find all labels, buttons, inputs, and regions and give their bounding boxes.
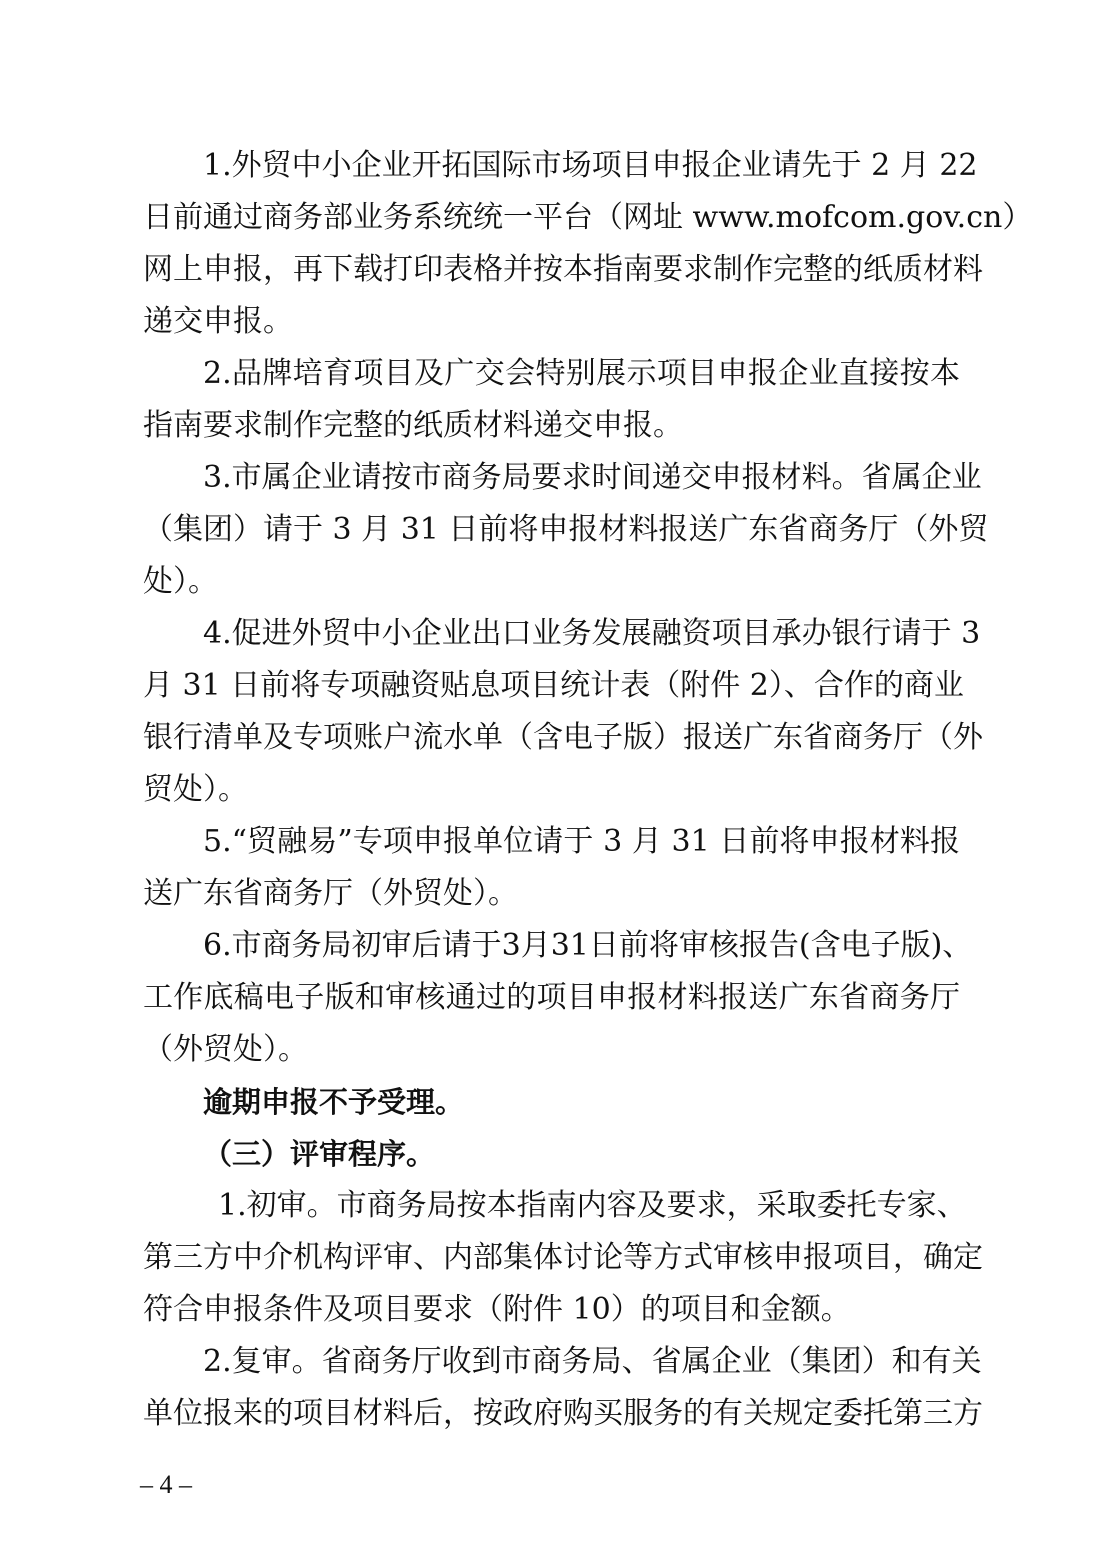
paragraph-2-line-1: 2.品牌培育项目及广交会特别展示项目申报企业直接按本 xyxy=(203,356,960,391)
paragraph-4-line-1: 4.促进外贸中小企业出口业务发展融资项目承办银行请于 3 xyxy=(203,616,981,651)
paragraph-review-1-line-2: 第三方中介机构评审、内部集体讨论等方式审核申报项目，确定 xyxy=(143,1240,983,1275)
paragraph-4-line-3: 银行清单及专项账户流水单（含电子版）报送广东省商务厅（外 xyxy=(143,720,983,755)
paragraph-review-1-line-1: 1.初审。市商务局按本指南内容及要求，采取委托专家、 xyxy=(218,1188,967,1223)
paragraph-4-line-4: 贸处）。 xyxy=(143,772,248,807)
paragraph-5-line-2: 送广东省商务厅（外贸处）。 xyxy=(143,876,518,911)
paragraph-1-line-3: 网上申报，再下载打印表格并按本指南要求制作完整的纸质材料 xyxy=(143,252,983,287)
overdue-notice: 逾期申报不予受理。 xyxy=(203,1085,465,1119)
paragraph-3-line-1: 3.市属企业请按市商务局要求时间递交申报材料。省属企业 xyxy=(203,460,982,495)
paragraph-3-line-3: 处）。 xyxy=(143,564,218,599)
paragraph-1-line-2: 日前通过商务部业务系统统一平台（网址 www.mofcom.gov.cn） xyxy=(143,200,1033,235)
paragraph-review-2-line-1: 2.复审。省商务厅收到市商务局、省属企业（集团）和有关 xyxy=(203,1344,982,1379)
paragraph-1-line-4: 递交申报。 xyxy=(143,304,293,339)
section-heading-review-procedure: （三）评审程序。 xyxy=(203,1137,436,1171)
paragraph-6-line-2: 工作底稿电子版和审核通过的项目申报材料报送广东省商务厅 xyxy=(143,980,960,1015)
paragraph-6-line-1: 6.市商务局初审后请于3月31日前将审核报告(含电子版)、 xyxy=(203,928,973,963)
paragraph-3-line-2: （集团）请于 3 月 31 日前将申报材料报送广东省商务厅（外贸 xyxy=(143,512,989,547)
paragraph-review-2-line-2: 单位报来的项目材料后，按政府购买服务的有关规定委托第三方 xyxy=(143,1396,983,1431)
paragraph-4-line-2: 月 31 日前将专项融资贴息项目统计表（附件 2）、合作的商业 xyxy=(143,668,964,703)
paragraph-review-1-line-3: 符合申报条件及项目要求（附件 10）的项目和金额。 xyxy=(143,1292,851,1327)
paragraph-2-line-2: 指南要求制作完整的纸质材料递交申报。 xyxy=(143,408,683,443)
paragraph-1-line-1: 1.外贸中小企业开拓国际市场项目申报企业请先于 2 月 22 xyxy=(203,148,978,183)
page-number: – 4 – xyxy=(140,1470,192,1499)
paragraph-6-line-3: （外贸处）。 xyxy=(143,1032,308,1067)
paragraph-5-line-1: 5.“贸融易”专项申报单位请于 3 月 31 日前将申报材料报 xyxy=(203,824,960,859)
